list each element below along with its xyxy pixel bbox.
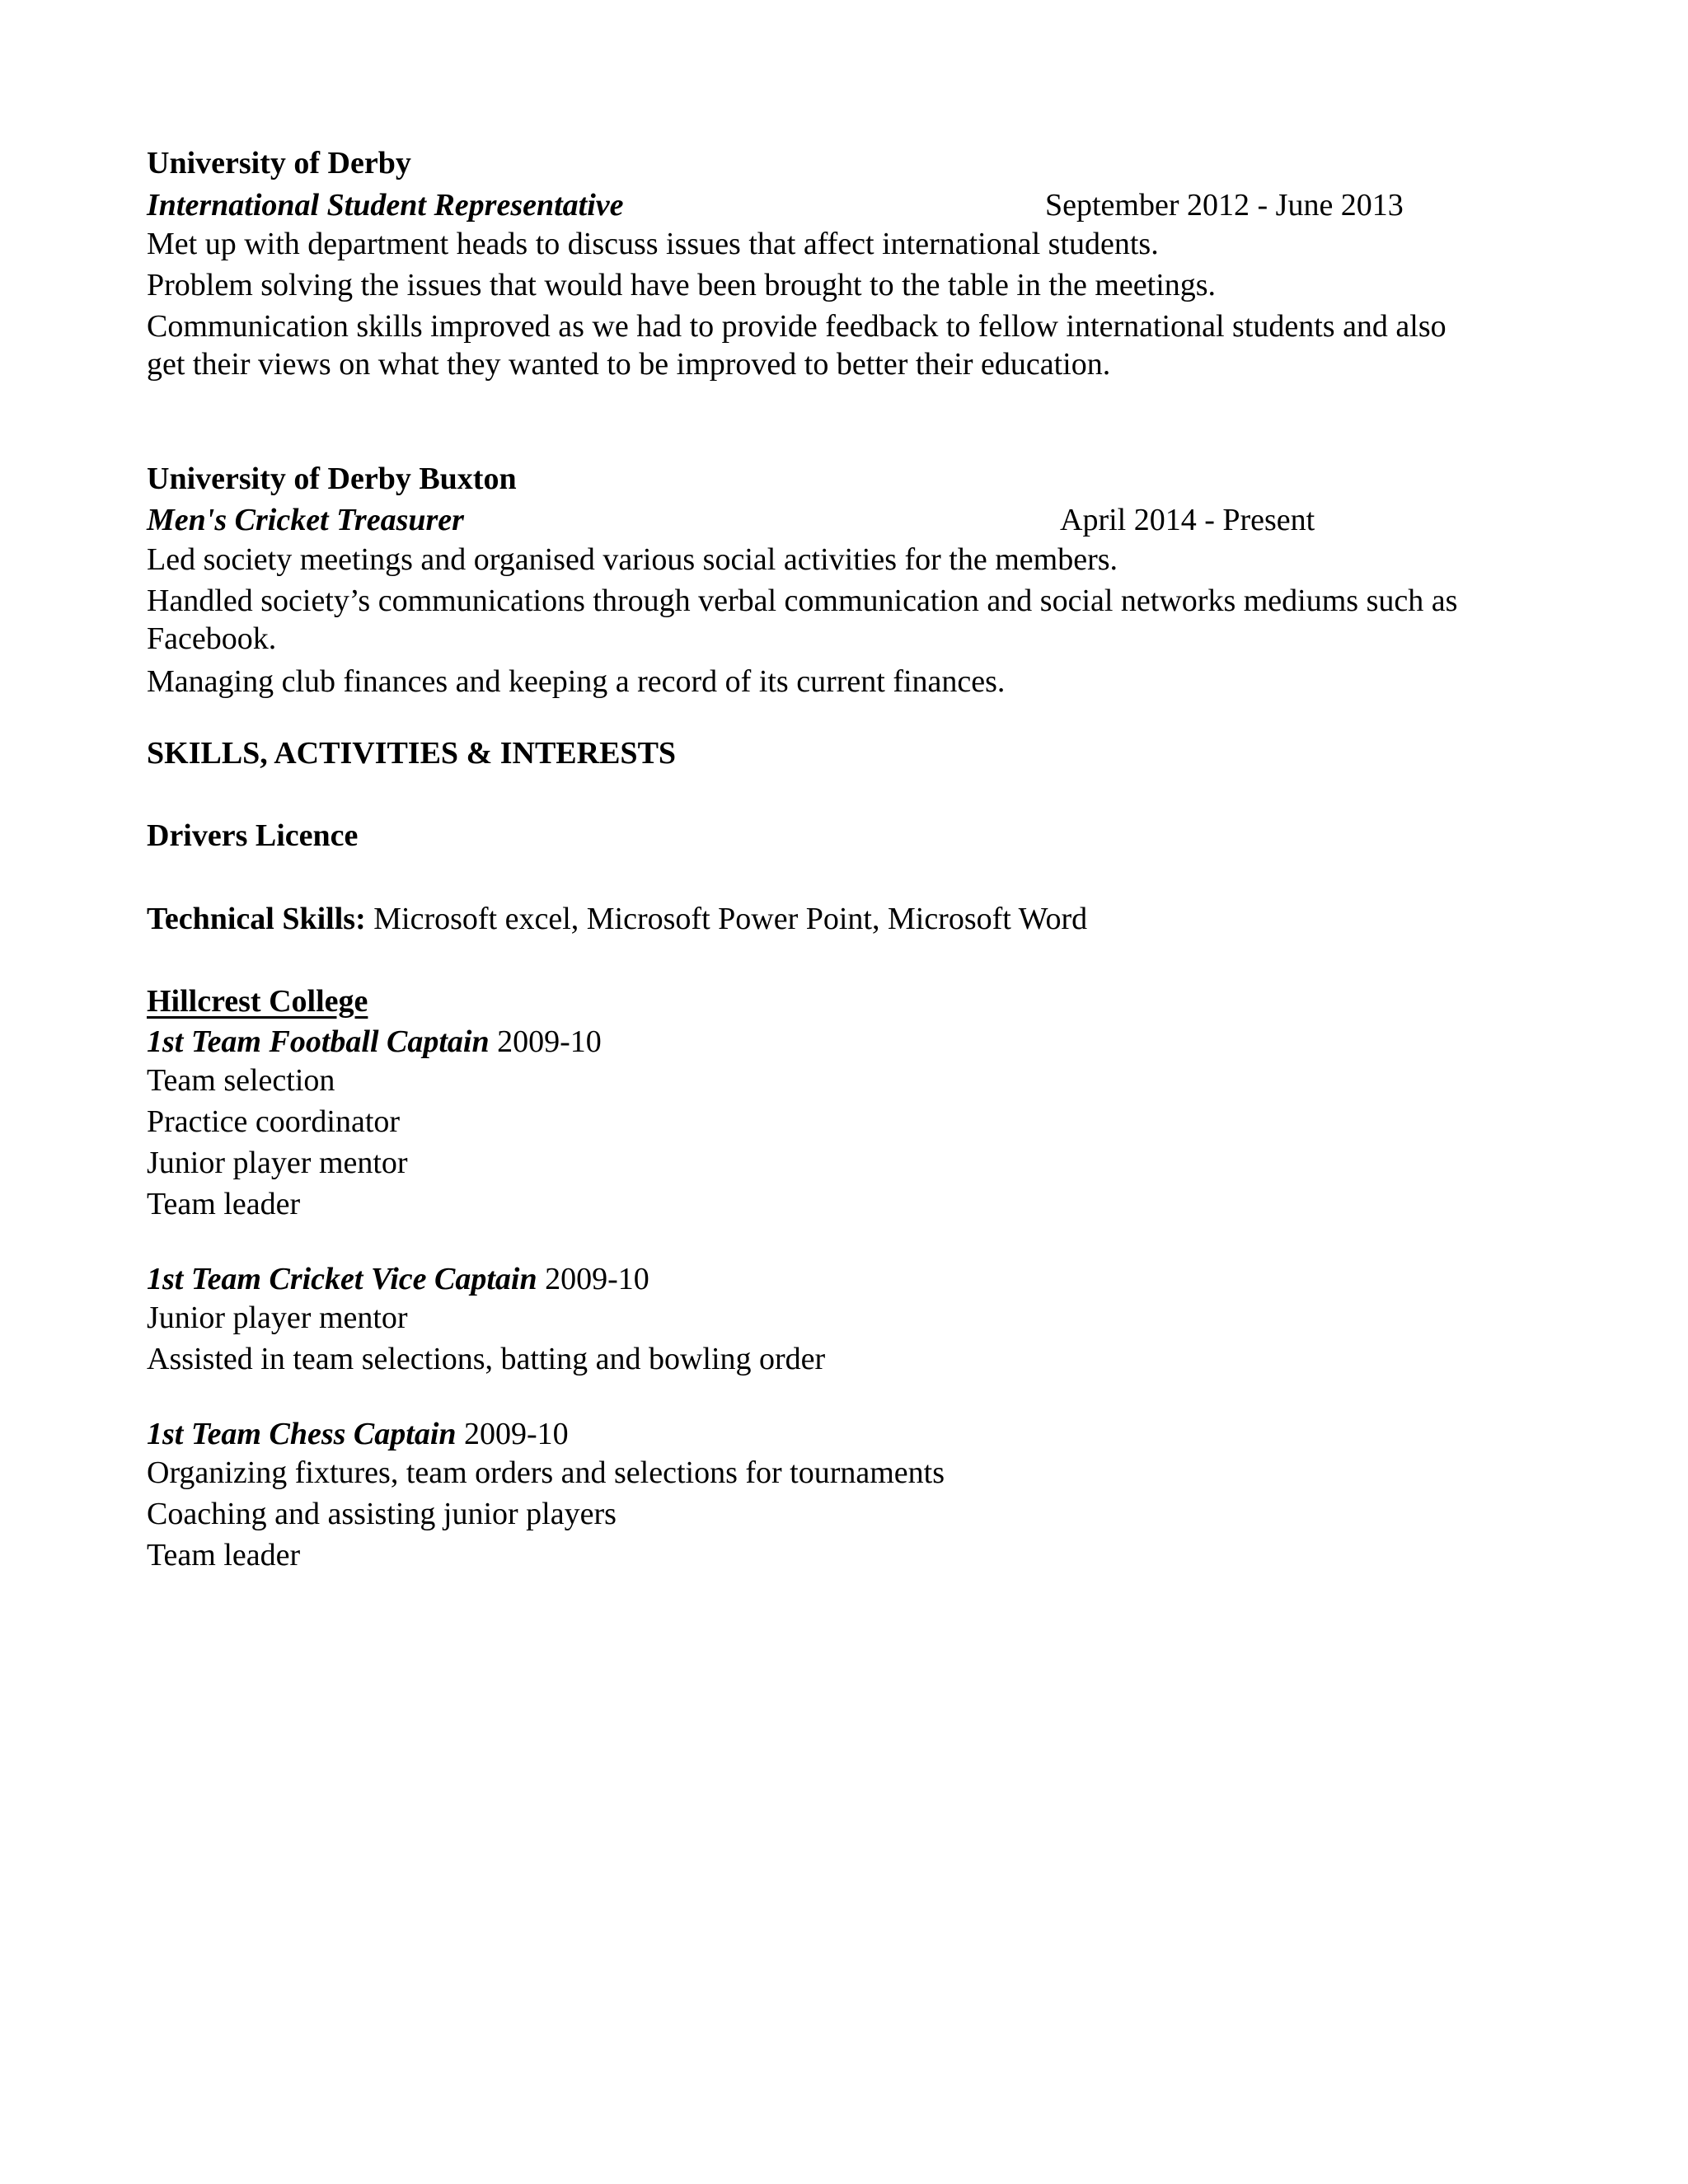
technical-skills-value: Microsoft excel, Microsoft Power Point, Microsoft Word <box>365 902 1088 936</box>
role-heading-line <box>147 1023 602 1061</box>
description-line: Led society meetings and organised various social activities for the members. <box>147 542 1118 577</box>
description-line: get their views on what they wanted to be improved to better their education. <box>147 347 1111 382</box>
description-line: Facebook. <box>147 621 277 656</box>
list-item: Assisted in team selections, batting and bowling order <box>147 1342 826 1376</box>
list-item: Junior player mentor <box>147 1146 408 1180</box>
drivers-licence: Drivers Licence <box>147 818 359 853</box>
role-title: 1st Team Football Captain <box>147 1024 490 1059</box>
description-line: Managing club finances and keeping a record of its current finances. <box>147 664 1006 699</box>
description-line: Communication skills improved as we had to provide feedback to fellow international students and also <box>147 309 1447 344</box>
role-international-student-representative: International Student Representative <box>147 188 624 223</box>
role-heading-line <box>147 1415 569 1453</box>
dates-student-representative: September 2012 - June 2013 <box>1045 188 1404 223</box>
list-item: Team leader <box>147 1187 301 1221</box>
role-title: 1st Team Cricket Vice Captain <box>147 1262 537 1296</box>
technical-skills-label: Technical Skills: <box>147 902 366 936</box>
list-item: Team selection <box>147 1063 335 1098</box>
org-hillcrest-college: Hillcrest College <box>147 984 368 1019</box>
role-year: 2009-10 <box>537 1262 649 1296</box>
technical-skills-line <box>147 900 1087 938</box>
description-line: Problem solving the issues that would have been brought to the table in the meetings. <box>147 268 1217 302</box>
role-mens-cricket-treasurer: Men's Cricket Treasurer <box>147 503 464 537</box>
description-line: Met up with department heads to discuss issues that affect international students. <box>147 227 1159 261</box>
role-title: 1st Team Chess Captain <box>147 1417 457 1451</box>
role-year: 2009-10 <box>456 1417 569 1451</box>
list-item: Coaching and assisting junior players <box>147 1497 617 1531</box>
list-item: Organizing fixtures, team orders and selections for tournaments <box>147 1455 945 1490</box>
section-heading-skills: SKILLS, ACTIVITIES & INTERESTS <box>147 736 677 771</box>
list-item: Practice coordinator <box>147 1104 401 1139</box>
dates-cricket-treasurer: April 2014 - Present <box>1060 503 1315 537</box>
description-line: Handled society’s communications through verbal communication and social networks mediums such as <box>147 583 1458 618</box>
org-university-of-derby-buxton: University of Derby Buxton <box>147 462 517 496</box>
list-item: Junior player mentor <box>147 1301 408 1335</box>
org-university-of-derby: University of Derby <box>147 146 411 180</box>
list-item: Team leader <box>147 1538 301 1572</box>
role-heading-line <box>147 1260 649 1298</box>
role-year: 2009-10 <box>489 1024 602 1059</box>
